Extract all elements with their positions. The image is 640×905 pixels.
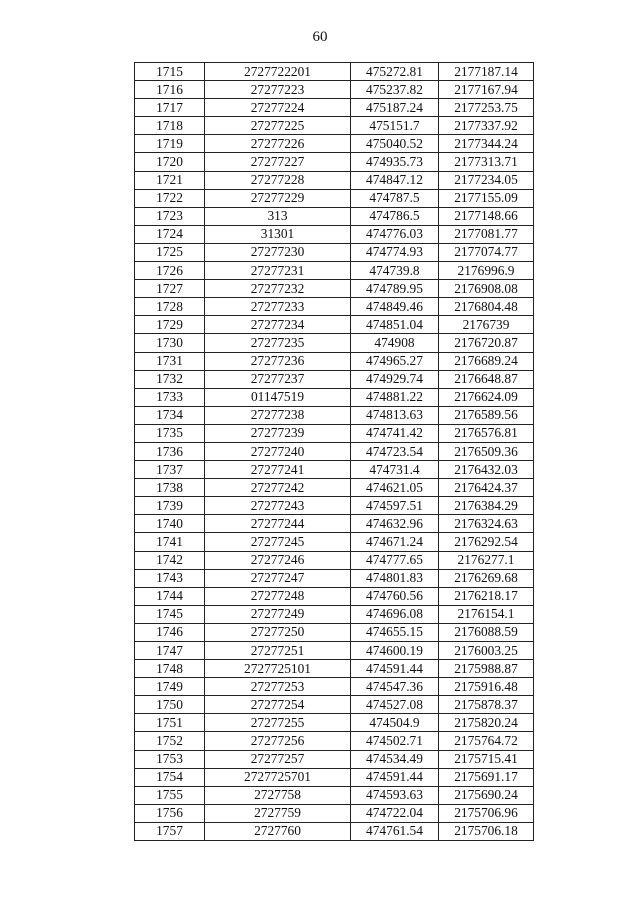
y-coordinate-cell: 2175706.18: [439, 822, 534, 840]
x-coordinate-cell: 474776.03: [351, 225, 439, 243]
x-coordinate-cell: 474632.96: [351, 515, 439, 533]
row-number-cell: 1750: [135, 696, 205, 714]
row-number-cell: 1751: [135, 714, 205, 732]
table-row: [135, 243, 534, 261]
table-row: [135, 768, 534, 786]
table-row: [135, 732, 534, 750]
row-number-cell: 1727: [135, 280, 205, 298]
point-id-cell: 2727758: [205, 786, 351, 804]
y-coordinate-cell: 2176648.87: [439, 370, 534, 388]
row-number-cell: 1736: [135, 442, 205, 460]
point-id-cell: 2727725101: [205, 660, 351, 678]
y-coordinate-cell: 2177081.77: [439, 225, 534, 243]
x-coordinate-cell: 474621.05: [351, 479, 439, 497]
y-coordinate-cell: 2176804.48: [439, 298, 534, 316]
x-coordinate-cell: 474593.63: [351, 786, 439, 804]
row-number-cell: 1746: [135, 623, 205, 641]
row-number-cell: 1737: [135, 461, 205, 479]
y-coordinate-cell: 2176277.1: [439, 551, 534, 569]
point-id-cell: 2727722201: [205, 63, 351, 81]
y-coordinate-cell: 2176739: [439, 316, 534, 334]
row-number-cell: 1725: [135, 243, 205, 261]
point-id-cell: 27277229: [205, 189, 351, 207]
y-coordinate-cell: 2177167.94: [439, 81, 534, 99]
x-coordinate-cell: 474813.63: [351, 406, 439, 424]
point-id-cell: 2727725701: [205, 768, 351, 786]
row-number-cell: 1741: [135, 533, 205, 551]
y-coordinate-cell: 2177313.71: [439, 153, 534, 171]
point-id-cell: 27277233: [205, 298, 351, 316]
table-row: [135, 117, 534, 135]
row-number-cell: 1717: [135, 99, 205, 117]
point-id-cell: 27277243: [205, 497, 351, 515]
table-row: [135, 63, 534, 81]
table-row: [135, 587, 534, 605]
row-number-cell: 1744: [135, 587, 205, 605]
x-coordinate-cell: 475187.24: [351, 99, 439, 117]
row-number-cell: 1743: [135, 569, 205, 587]
table-row: [135, 605, 534, 623]
x-coordinate-cell: 474935.73: [351, 153, 439, 171]
row-number-cell: 1722: [135, 189, 205, 207]
table-row: [135, 207, 534, 225]
table-row: [135, 442, 534, 460]
y-coordinate-cell: 2176589.56: [439, 406, 534, 424]
point-id-cell: 27277241: [205, 461, 351, 479]
x-coordinate-cell: 474789.95: [351, 280, 439, 298]
table-row: [135, 334, 534, 352]
y-coordinate-cell: 2176996.9: [439, 262, 534, 280]
point-id-cell: 27277240: [205, 442, 351, 460]
row-number-cell: 1730: [135, 334, 205, 352]
table-row: [135, 623, 534, 641]
point-id-cell: 27277234: [205, 316, 351, 334]
x-coordinate-cell: 474786.5: [351, 207, 439, 225]
x-coordinate-cell: 474597.51: [351, 497, 439, 515]
point-id-cell: 27277251: [205, 642, 351, 660]
table-row: [135, 515, 534, 533]
x-coordinate-cell: 474504.9: [351, 714, 439, 732]
table-row: [135, 424, 534, 442]
y-coordinate-cell: 2176908.08: [439, 280, 534, 298]
y-coordinate-cell: 2175706.96: [439, 804, 534, 822]
x-coordinate-cell: 474591.44: [351, 768, 439, 786]
y-coordinate-cell: 2176088.59: [439, 623, 534, 641]
table-row: [135, 660, 534, 678]
y-coordinate-cell: 2176154.1: [439, 605, 534, 623]
x-coordinate-cell: 474527.08: [351, 696, 439, 714]
y-coordinate-cell: 2176624.09: [439, 388, 534, 406]
table-row: [135, 750, 534, 768]
table-row: [135, 171, 534, 189]
point-id-cell: 27277232: [205, 280, 351, 298]
x-coordinate-cell: 475151.7: [351, 117, 439, 135]
row-number-cell: 1756: [135, 804, 205, 822]
point-id-cell: 27277228: [205, 171, 351, 189]
y-coordinate-cell: 2176384.29: [439, 497, 534, 515]
point-id-cell: 27277242: [205, 479, 351, 497]
point-id-cell: 2727760: [205, 822, 351, 840]
x-coordinate-cell: 474849.46: [351, 298, 439, 316]
y-coordinate-cell: 2176424.37: [439, 479, 534, 497]
y-coordinate-cell: 2176576.81: [439, 424, 534, 442]
point-id-cell: 27277247: [205, 569, 351, 587]
y-coordinate-cell: 2175820.24: [439, 714, 534, 732]
y-coordinate-cell: 2177234.05: [439, 171, 534, 189]
table-row: [135, 189, 534, 207]
point-id-cell: 27277231: [205, 262, 351, 280]
row-number-cell: 1753: [135, 750, 205, 768]
row-number-cell: 1748: [135, 660, 205, 678]
row-number-cell: 1755: [135, 786, 205, 804]
point-id-cell: 27277230: [205, 243, 351, 261]
point-id-cell: 27277246: [205, 551, 351, 569]
y-coordinate-cell: 2175715.41: [439, 750, 534, 768]
point-id-cell: 27277244: [205, 515, 351, 533]
table-row: [135, 497, 534, 515]
y-coordinate-cell: 2177155.09: [439, 189, 534, 207]
y-coordinate-cell: 2176269.68: [439, 569, 534, 587]
x-coordinate-cell: 474929.74: [351, 370, 439, 388]
point-id-cell: 27277256: [205, 732, 351, 750]
point-id-cell: 27277235: [205, 334, 351, 352]
x-coordinate-cell: 474547.36: [351, 678, 439, 696]
row-number-cell: 1720: [135, 153, 205, 171]
point-id-cell: 27277238: [205, 406, 351, 424]
x-coordinate-cell: 474777.65: [351, 551, 439, 569]
y-coordinate-cell: 2175878.37: [439, 696, 534, 714]
x-coordinate-cell: 474534.49: [351, 750, 439, 768]
y-coordinate-cell: 2175691.17: [439, 768, 534, 786]
row-number-cell: 1719: [135, 135, 205, 153]
table-row: [135, 678, 534, 696]
table-row: [135, 696, 534, 714]
table-row: [135, 99, 534, 117]
x-coordinate-cell: 475040.52: [351, 135, 439, 153]
y-coordinate-cell: 2177344.24: [439, 135, 534, 153]
table-row: [135, 388, 534, 406]
y-coordinate-cell: 2177253.75: [439, 99, 534, 117]
point-id-cell: 27277253: [205, 678, 351, 696]
x-coordinate-cell: 474722.04: [351, 804, 439, 822]
table-row: [135, 352, 534, 370]
table-row: [135, 370, 534, 388]
coordinates-table: [134, 62, 534, 841]
table-row: [135, 406, 534, 424]
point-id-cell: 31301: [205, 225, 351, 243]
table-row: [135, 316, 534, 334]
point-id-cell: 313: [205, 207, 351, 225]
row-number-cell: 1739: [135, 497, 205, 515]
x-coordinate-cell: 475272.81: [351, 63, 439, 81]
table-row: [135, 280, 534, 298]
row-number-cell: 1757: [135, 822, 205, 840]
y-coordinate-cell: 2176324.63: [439, 515, 534, 533]
x-coordinate-cell: 474655.15: [351, 623, 439, 641]
row-number-cell: 1716: [135, 81, 205, 99]
y-coordinate-cell: 2175916.48: [439, 678, 534, 696]
x-coordinate-cell: 474774.93: [351, 243, 439, 261]
x-coordinate-cell: 474801.83: [351, 569, 439, 587]
row-number-cell: 1738: [135, 479, 205, 497]
y-coordinate-cell: 2176720.87: [439, 334, 534, 352]
x-coordinate-cell: 474741.42: [351, 424, 439, 442]
x-coordinate-cell: 474600.19: [351, 642, 439, 660]
point-id-cell: 27277237: [205, 370, 351, 388]
row-number-cell: 1729: [135, 316, 205, 334]
row-number-cell: 1745: [135, 605, 205, 623]
table-row: [135, 225, 534, 243]
x-coordinate-cell: 474671.24: [351, 533, 439, 551]
row-number-cell: 1740: [135, 515, 205, 533]
table-row: [135, 786, 534, 804]
point-id-cell: 27277225: [205, 117, 351, 135]
y-coordinate-cell: 2176689.24: [439, 352, 534, 370]
table-row: [135, 135, 534, 153]
table-row: [135, 714, 534, 732]
row-number-cell: 1735: [135, 424, 205, 442]
row-number-cell: 1731: [135, 352, 205, 370]
y-coordinate-cell: 2176292.54: [439, 533, 534, 551]
table-body: [135, 63, 534, 841]
point-id-cell: 27277224: [205, 99, 351, 117]
point-id-cell: 27277226: [205, 135, 351, 153]
x-coordinate-cell: 474723.54: [351, 442, 439, 460]
point-id-cell: 27277239: [205, 424, 351, 442]
table-row: [135, 804, 534, 822]
x-coordinate-cell: 474787.5: [351, 189, 439, 207]
x-coordinate-cell: 474502.71: [351, 732, 439, 750]
y-coordinate-cell: 2176003.25: [439, 642, 534, 660]
point-id-cell: 27277254: [205, 696, 351, 714]
x-coordinate-cell: 474851.04: [351, 316, 439, 334]
table-row: [135, 479, 534, 497]
x-coordinate-cell: 475237.82: [351, 81, 439, 99]
row-number-cell: 1742: [135, 551, 205, 569]
x-coordinate-cell: 474908: [351, 334, 439, 352]
point-id-cell: 01147519: [205, 388, 351, 406]
row-number-cell: 1724: [135, 225, 205, 243]
x-coordinate-cell: 474760.56: [351, 587, 439, 605]
point-id-cell: 27277236: [205, 352, 351, 370]
row-number-cell: 1733: [135, 388, 205, 406]
y-coordinate-cell: 2177337.92: [439, 117, 534, 135]
row-number-cell: 1715: [135, 63, 205, 81]
row-number-cell: 1728: [135, 298, 205, 316]
table-row: [135, 81, 534, 99]
point-id-cell: 27277250: [205, 623, 351, 641]
table-row: [135, 153, 534, 171]
table-row: [135, 533, 534, 551]
table-row: [135, 551, 534, 569]
y-coordinate-cell: 2177148.66: [439, 207, 534, 225]
table-row: [135, 262, 534, 280]
x-coordinate-cell: 474881.22: [351, 388, 439, 406]
table-row: [135, 298, 534, 316]
point-id-cell: 27277249: [205, 605, 351, 623]
x-coordinate-cell: 474965.27: [351, 352, 439, 370]
row-number-cell: 1747: [135, 642, 205, 660]
x-coordinate-cell: 474696.08: [351, 605, 439, 623]
y-coordinate-cell: 2175690.24: [439, 786, 534, 804]
x-coordinate-cell: 474761.54: [351, 822, 439, 840]
row-number-cell: 1752: [135, 732, 205, 750]
y-coordinate-cell: 2175764.72: [439, 732, 534, 750]
y-coordinate-cell: 2176432.03: [439, 461, 534, 479]
y-coordinate-cell: 2176218.17: [439, 587, 534, 605]
y-coordinate-cell: 2175988.87: [439, 660, 534, 678]
row-number-cell: 1718: [135, 117, 205, 135]
row-number-cell: 1723: [135, 207, 205, 225]
point-id-cell: 27277255: [205, 714, 351, 732]
x-coordinate-cell: 474739.8: [351, 262, 439, 280]
table-row: [135, 642, 534, 660]
x-coordinate-cell: 474731.4: [351, 461, 439, 479]
y-coordinate-cell: 2177074.77: [439, 243, 534, 261]
row-number-cell: 1734: [135, 406, 205, 424]
point-id-cell: 27277257: [205, 750, 351, 768]
x-coordinate-cell: 474847.12: [351, 171, 439, 189]
table-row: [135, 461, 534, 479]
y-coordinate-cell: 2176509.36: [439, 442, 534, 460]
y-coordinate-cell: 2177187.14: [439, 63, 534, 81]
table-row: [135, 569, 534, 587]
point-id-cell: 2727759: [205, 804, 351, 822]
point-id-cell: 27277248: [205, 587, 351, 605]
point-id-cell: 27277227: [205, 153, 351, 171]
row-number-cell: 1726: [135, 262, 205, 280]
row-number-cell: 1749: [135, 678, 205, 696]
point-id-cell: 27277245: [205, 533, 351, 551]
page-number: 60: [312, 29, 328, 45]
x-coordinate-cell: 474591.44: [351, 660, 439, 678]
point-id-cell: 27277223: [205, 81, 351, 99]
row-number-cell: 1732: [135, 370, 205, 388]
row-number-cell: 1754: [135, 768, 205, 786]
row-number-cell: 1721: [135, 171, 205, 189]
table-row: [135, 822, 534, 840]
